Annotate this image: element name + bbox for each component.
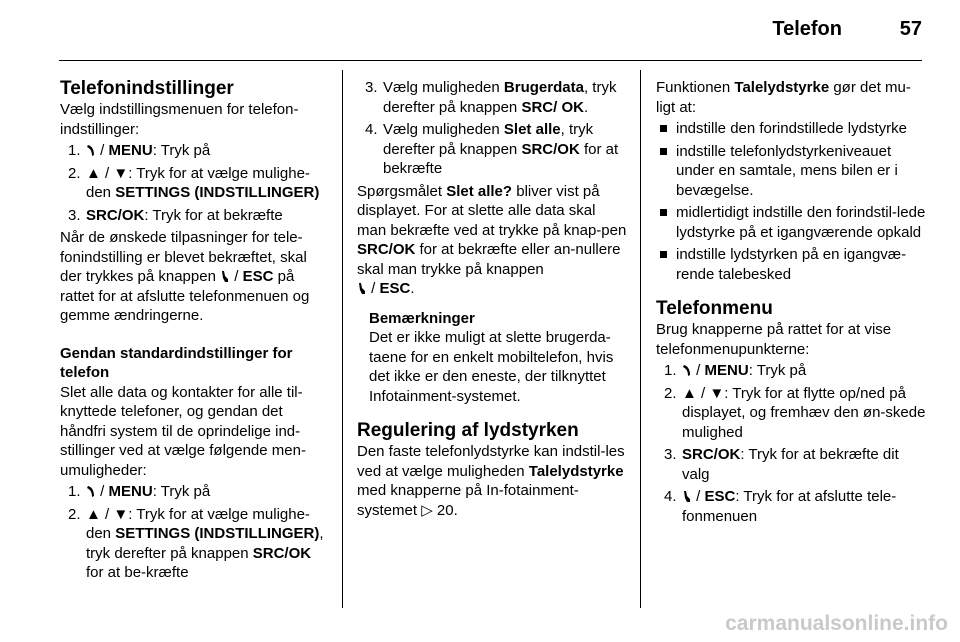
step-text: , tryk derefter på knappen (383, 79, 617, 116)
bullet-text: indstille lydstyrken på en igangvæ-rende talebesked (676, 246, 907, 283)
paragraph-text: bliver vist på displayet. For at slette alle data skal man bekræfte ved at trykke på knap-pen (357, 182, 627, 239)
step-text: . (583, 98, 589, 116)
src-ok-key: SRC/OK (521, 140, 580, 158)
list-item (656, 119, 926, 139)
step-text: : Tryk for at bekræfte (144, 206, 283, 224)
steps-list-4 (656, 361, 926, 526)
paragraph: Når de ønskede tilpasninger for tele-fonindstilling er blevet bekræftet, skal der trykkes på knappen / ESC på rattet for at afslutte telefonmenuen og gemme ændringerne. (60, 229, 310, 324)
list-item (60, 206, 328, 226)
page-reference-icon: ▷ (421, 501, 433, 519)
paragraph-text: med knapperne på In-fotainment-systemet (357, 482, 579, 519)
section-heading-telefonmenu: Telefonmenu (656, 298, 773, 319)
square-bullet-icon (660, 148, 667, 155)
paragraph (357, 442, 627, 520)
list-item: 4. / ESC: Tryk for at afslutte tele-fonmenuen (664, 488, 897, 525)
esc-key: ESC (242, 268, 274, 285)
src-ok-key: SRC/OK (357, 241, 416, 258)
option-name: SETTINGS (INDSTILLINGER) (115, 184, 320, 201)
list-item (357, 78, 627, 117)
column-divider (342, 70, 343, 608)
paragraph: Slet alle data og kontakter for alle til-knyttede telefoner, og gendan det håndfri system til de oprindelige ind-stillinger ved at vælge følgende men-umuligheder: (60, 383, 306, 479)
list-item (357, 120, 627, 179)
intro-text: Vælg indstillingsmenuen for telefon-indstillinger: (60, 101, 299, 138)
square-bullet-icon (660, 125, 667, 132)
paragraph-text: Funktionen (656, 79, 735, 96)
option-name: Talelydstyrke (528, 462, 624, 480)
page-header (0, 0, 960, 60)
list-item: 1. / MENU: Tryk på (68, 483, 211, 500)
square-bullet-icon (660, 251, 667, 258)
menu-key: MENU (704, 362, 749, 379)
list-item (656, 203, 926, 242)
square-bullet-icon (660, 209, 667, 216)
list-item (60, 164, 328, 203)
step-number: 1. (68, 142, 81, 159)
list-item: 1. / MENU: Tryk på (68, 142, 211, 159)
paragraph-text: Den faste telefonlydstyrke kan indstil-les ved at vælge muligheden (357, 443, 625, 480)
note-box (357, 309, 627, 407)
menu-key: MENU (108, 483, 153, 500)
step-number: 4. (664, 488, 677, 505)
step-text: for at be-kræfte (86, 564, 189, 581)
src-ok-key: SRC/OK (682, 446, 741, 463)
arrow-keys: ▲ / ▼ (86, 164, 129, 182)
section-heading-regulering: Regulering af lydstyrken (357, 420, 579, 441)
section-heading-telefonindstillinger: Telefonindstillinger (60, 78, 234, 99)
column-1 (60, 78, 328, 586)
subheading-gendan: Gendan standardindstillinger for telefon (60, 344, 293, 381)
phone-end-icon (682, 490, 692, 503)
src-ok-key: SRC/OK (86, 206, 145, 224)
step-number: 4. (365, 121, 378, 138)
list-item: 1. / MENU: Tryk på (664, 362, 807, 379)
bullet-text: midlertidigt indstille den forindstil-lede lydstyrke på et igangværende opkald (676, 204, 926, 241)
note-title: Bemærkninger (369, 309, 475, 327)
option-name: Slet alle? (446, 182, 513, 200)
bullet-list (656, 119, 926, 284)
paragraph: Spørgsmålet Slet alle? bliver vist på displayet. For at slette alle data skal man bekræfte ved at trykke på knap-pen SRC/OK for at bekræfte eller an-nullere skal man trykke på knappen / ESC. (357, 182, 627, 297)
step-text: , tryk derefter på knappen (383, 121, 594, 158)
column-divider (640, 70, 641, 608)
page-number: 57 (899, 18, 922, 40)
option-name: Brugerdata (503, 79, 584, 96)
src-ok-key: SRC/OK (252, 544, 312, 562)
phone-call-icon (682, 364, 692, 377)
paragraph-text: for at bekræfte eller an-nullere skal man trykke på knappen (357, 241, 621, 278)
step-number: 3. (664, 446, 677, 463)
steps-list-2 (60, 482, 328, 583)
page-reference: 20. (436, 501, 458, 519)
option-name: Talelydstyrke (734, 79, 830, 96)
step-text: Vælg muligheden (383, 121, 504, 138)
list-item (656, 445, 926, 484)
step-text: : Tryk på (152, 142, 211, 159)
phone-call-icon (86, 485, 96, 498)
step-number: 2. (68, 505, 81, 523)
step-text: Vælg muligheden (383, 79, 504, 96)
option-name: SETTINGS (INDSTILLINGER) (115, 525, 320, 542)
step-text: : Tryk for at bekræfte dit valg (682, 446, 899, 483)
arrow-keys: ▲ / ▼ (682, 384, 725, 402)
paragraph-text: gør det mu-ligt at: (656, 79, 911, 116)
step-number: 2. (664, 384, 677, 402)
column-3 (656, 78, 926, 529)
paragraph-text: Spørgsmålet (357, 182, 447, 200)
step-number: 1. (664, 362, 677, 379)
paragraph-text: på rattet for at afslutte telefonmenuen og gemme ændringerne. (60, 268, 310, 324)
step-text: : Tryk for at flytte op/ned på displayet, og fremhæv den øn-skede mulighed (682, 384, 926, 441)
column-2 (357, 78, 627, 520)
step-text: : Tryk på (152, 483, 211, 500)
step-text: : Tryk på (748, 362, 807, 379)
note-text: Det er ikke muligt at slette brugerda-taene for en enkelt mobiltelefon, hvis det ikke er den eneste, der tilknyttet Infotainment-systemet. (369, 329, 614, 405)
page-title: Telefon (772, 18, 842, 40)
watermark: carmanualsonline.info (725, 612, 948, 635)
intro-text: Brug knapperne på rattet for at vise telefonmenupunkterne: (656, 321, 892, 358)
step-text: : Tryk for at vælge mulighe-den (86, 505, 310, 542)
step-number: 2. (68, 164, 81, 182)
phone-end-icon (357, 282, 367, 295)
option-name: Slet alle (503, 121, 561, 138)
step-text: : Tryk for at afslutte tele-fonmenuen (682, 488, 897, 525)
list-item (60, 505, 328, 583)
steps-list-1 (60, 141, 328, 225)
esc-key: ESC (704, 488, 736, 505)
step-text: , tryk derefter på knappen (86, 525, 324, 562)
step-text: for at bekræfte (383, 140, 619, 177)
paragraph (656, 78, 926, 117)
step-number: 3. (365, 79, 378, 96)
phone-call-icon (86, 144, 96, 157)
paragraph-text: Når de ønskede tilpasninger for tele-fonindstilling er blevet bekræftet, skal der trykkes på knappen (60, 229, 307, 285)
esc-key: ESC (379, 280, 411, 297)
bullet-text: indstille den forindstillede lydstyrke (676, 120, 907, 137)
header-rule (59, 60, 922, 61)
arrow-keys: ▲ / ▼ (86, 505, 129, 523)
step-text: : Tryk for at vælge mulighe-den (86, 164, 310, 201)
src-ok-key: SRC/ OK (521, 98, 584, 116)
bullet-text: indstille telefonlydstyrkeniveauet under en samtale, mens bilen er i bevægelse. (676, 142, 898, 199)
steps-list-3 (357, 78, 627, 179)
menu-key: MENU (108, 142, 153, 159)
step-number: 3. (68, 206, 81, 224)
phone-end-icon (220, 270, 230, 283)
step-number: 1. (68, 483, 81, 500)
list-item (656, 142, 926, 201)
list-item (656, 245, 926, 284)
list-item (656, 384, 926, 443)
